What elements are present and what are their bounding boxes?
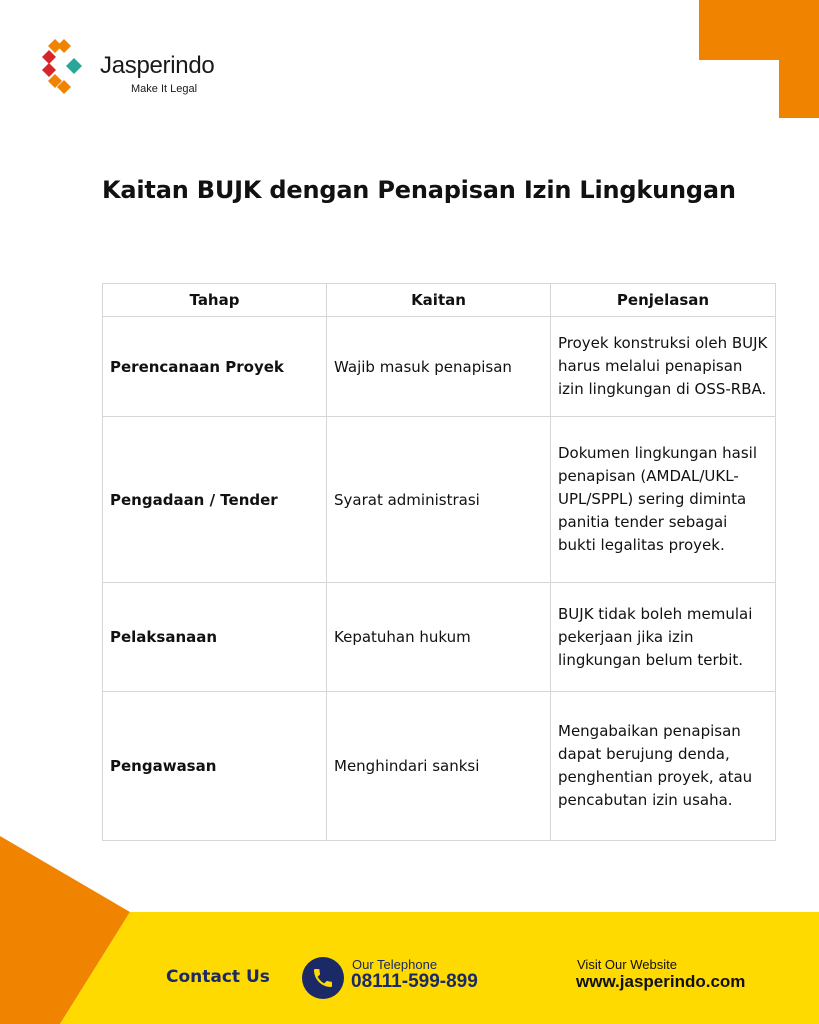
cell-tahap: Pengawasan <box>103 692 327 841</box>
cell-tahap: Perencanaan Proyek <box>103 317 327 417</box>
telephone-label: Our Telephone <box>352 957 438 972</box>
brand-name: Jasperindo <box>100 52 215 79</box>
cell-kaitan: Syarat administrasi <box>327 417 551 583</box>
brand-tagline: Make It Legal <box>131 83 198 95</box>
cell-kaitan: Wajib masuk penapisan <box>327 317 551 417</box>
header-penjelasan: Penjelasan <box>551 284 776 317</box>
jasperindo-logo-icon <box>42 36 94 98</box>
table-row <box>103 417 776 583</box>
cell-penjelasan: Proyek konstruksi oleh BUJK harus melalui penapisan izin lingkungan di OSS-RBA. <box>551 317 776 417</box>
bujk-table <box>102 283 776 841</box>
cell-penjelasan: BUJK tidak boleh memulai pekerjaan jika izin lingkungan belum terbit. <box>551 583 776 692</box>
table-row <box>103 583 776 692</box>
cell-penjelasan: Mengabaikan penapisan dapat berujung denda, penghentian proyek, atau pencabutan izin usaha. <box>551 692 776 841</box>
table-header-row <box>103 284 776 317</box>
telephone-number[interactable]: 08111-599-899 <box>351 971 478 992</box>
table-row <box>103 317 776 417</box>
website-link[interactable]: www.jasperindo.com <box>576 972 746 991</box>
top-corner-decoration <box>699 0 819 118</box>
table-row <box>103 692 776 841</box>
cell-tahap: Pengadaan / Tender <box>103 417 327 583</box>
contact-us-label: Contact Us <box>166 967 270 987</box>
page-title: Kaitan BUJK dengan Penapisan Izin Lingkungan <box>102 176 736 204</box>
cell-kaitan: Menghindari sanksi <box>327 692 551 841</box>
cell-penjelasan: Dokumen lingkungan hasil penapisan (AMDAL/UKL-UPL/SPPL) sering diminta panitia tender sebagai bukti legalitas proyek. <box>551 417 776 583</box>
header-tahap: Tahap <box>103 284 327 317</box>
header-kaitan: Kaitan <box>327 284 551 317</box>
footer-background <box>0 836 819 1024</box>
phone-icon[interactable] <box>302 957 344 999</box>
phone-handset-icon <box>311 966 335 990</box>
website-label: Visit Our Website <box>577 957 677 972</box>
brand-logo[interactable] <box>42 36 242 100</box>
cell-tahap: Pelaksanaan <box>103 583 327 692</box>
cell-kaitan: Kepatuhan hukum <box>327 583 551 692</box>
